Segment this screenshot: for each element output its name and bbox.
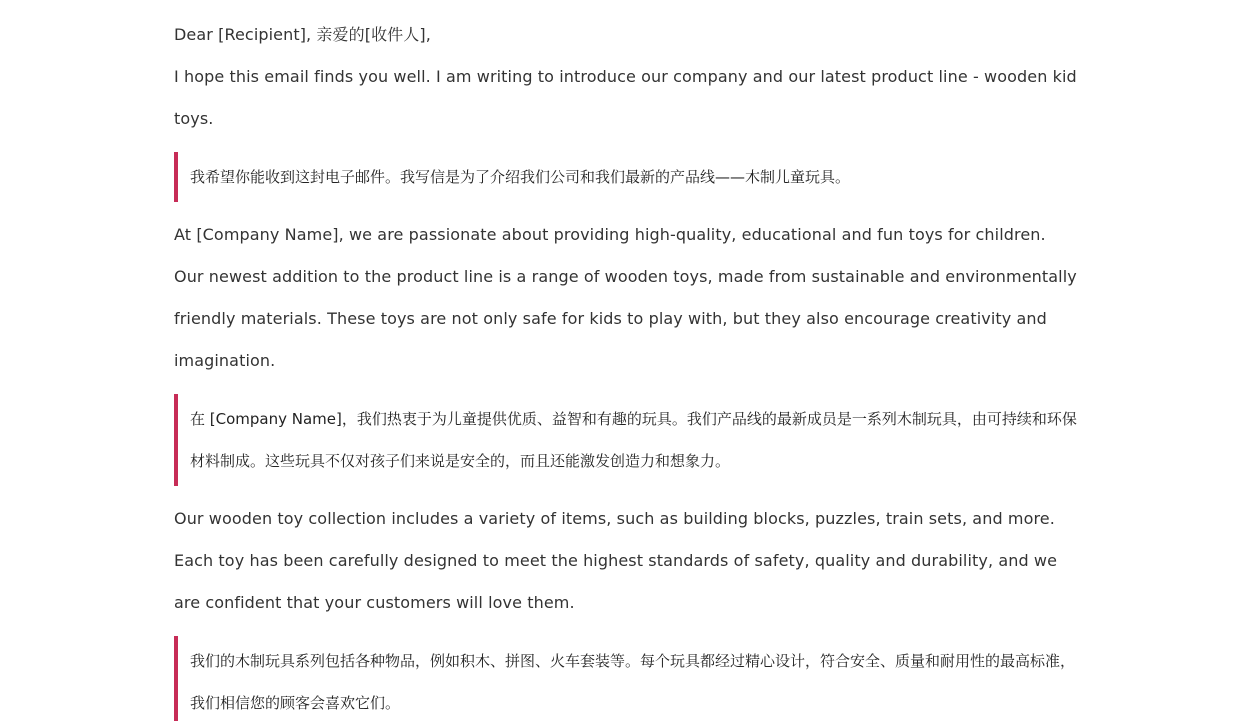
collection-translation-quote: 我们的木制玩具系列包括各种物品，例如积木、拼图、火车套装等。每个玩具都经过精心设计，符合安全、质量和耐用性的最高标准，我们相信您的顾客会喜欢它们。 bbox=[174, 636, 1079, 721]
about-translation-quote: 在 [Company Name]，我们热衷于为儿童提供优质、益智和有趣的玩具。我们产品线的最新成员是一系列木制玩具，由可持续和环保材料制成。这些玩具不仅对孩子们来说是安全的，而且还能激发创造力和想象力。 bbox=[174, 394, 1079, 486]
greeting-line: Dear [Recipient], 亲爱的[收件人], bbox=[174, 25, 431, 44]
about-paragraph-en: At [Company Name], we are passionate about providing high-quality, educational and fun toys for children. Our newest addition to the product line is a range of wooden toys, made from sustainable and environmentally friendly materials. These toys are not only safe for kids to play with, but they also encourage creativity and imagination. bbox=[174, 225, 1077, 370]
intro-paragraph-en: I hope this email finds you well. I am writing to introduce our company and our latest product line - wooden kid toys. bbox=[174, 67, 1077, 128]
collection-paragraph-en: Our wooden toy collection includes a variety of items, such as building blocks, puzzles, train sets, and more. Each toy has been carefully designed to meet the highest standards of safety, quality and durability, and we are confident that your customers will love them. bbox=[174, 509, 1058, 612]
email-body bbox=[174, 14, 1079, 721]
intro-translation-quote: 我希望你能收到这封电子邮件。我写信是为了介绍我们公司和我们最新的产品线——木制儿童玩具。 bbox=[174, 152, 1079, 202]
